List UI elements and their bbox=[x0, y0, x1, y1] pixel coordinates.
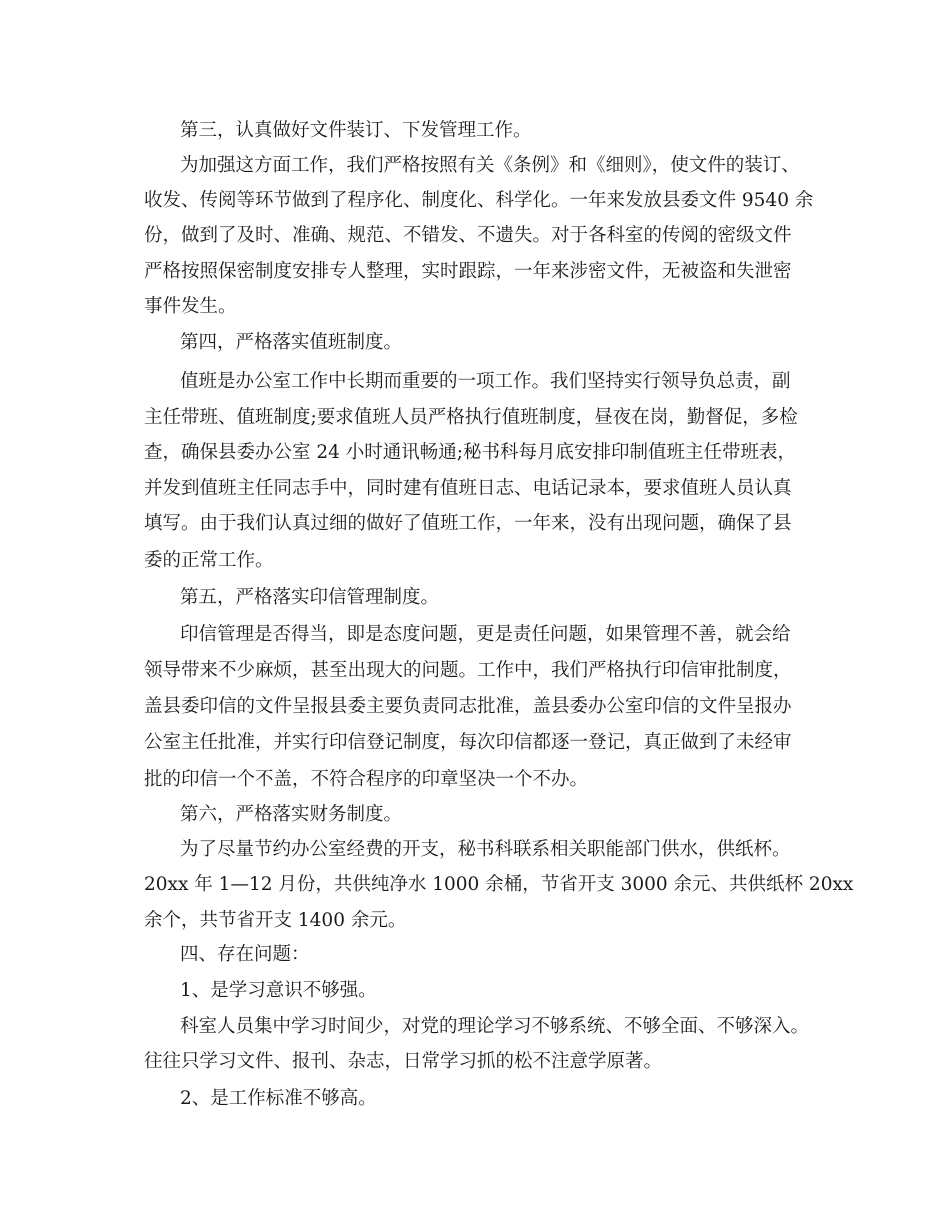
paragraph-line: 份，做到了及时、准确、规范、不错发、不遗失。对于各科室的传阅的密级文件 bbox=[144, 225, 792, 246]
paragraph-line: 填写。由于我们认真过细的做好了值班工作，一年来，没有出现问题，确保了县 bbox=[144, 513, 792, 534]
paragraph-line: 印信管理是否得当，即是态度问题，更是责任问题，如果管理不善，就会给 bbox=[180, 624, 791, 645]
paragraph-line: 主任带班、值班制度;要求值班人员严格执行值班制度，昼夜在岗，勤督促，多检 bbox=[144, 407, 798, 428]
paragraph-line: 委的正常工作。 bbox=[144, 550, 274, 571]
heading-fifth: 第五，严格落实印信管理制度。 bbox=[180, 587, 440, 608]
paragraph-line: 批的印信一个不盖，不符合程序的印章坚决一个不办。 bbox=[144, 769, 589, 790]
paragraph-line: 领导带来不少麻烦，甚至出现大的问题。工作中，我们严格执行印信审批制度， bbox=[144, 660, 792, 681]
paragraph-line: 值班是办公室工作中长期而重要的一项工作。我们坚持实行领导负总责，副 bbox=[180, 371, 791, 392]
paragraph-line: 严格按照保密制度安排专人整理，实时跟踪，一年来涉密文件，无被盗和失泄密 bbox=[144, 261, 792, 282]
paragraph-line: 公室主任批准，并实行印信登记制度，每次印信都逐一登记，真正做到了未经审 bbox=[144, 732, 792, 753]
paragraph-line: 科室人员集中学习时间少，对党的理论学习不够系统、不够全面、不够深入。 bbox=[180, 1016, 810, 1037]
paragraph-line: 往往只学习文件、报刊、杂志，日常学习抓的松不注意学原著。 bbox=[144, 1051, 663, 1072]
paragraph-line: 查，确保县委办公室 24 小时通讯畅通;秘书科每月底安排印制值班主任带班表， bbox=[144, 442, 797, 463]
paragraph-line: 事件发生。 bbox=[144, 296, 237, 317]
heading-sixth: 第六，严格落实财务制度。 bbox=[180, 804, 403, 825]
heading-third: 第三，认真做好文件装订、下发管理工作。 bbox=[180, 120, 532, 141]
paragraph-line: 收发、传阅等环节做到了程序化、制度化、科学化。一年来发放县委文件 9540 余 bbox=[144, 190, 814, 211]
heading-fourth: 第四，严格落实值班制度。 bbox=[180, 332, 403, 353]
section-heading-issues: 四、存在问题： bbox=[180, 944, 310, 965]
paragraph-line: 余个，共节省开支 1400 余元。 bbox=[144, 910, 407, 931]
paragraph-line: 并发到值班主任同志手中，同时建有值班日志、电话记录本，要求值班人员认真 bbox=[144, 478, 792, 499]
issue-heading-2: 2、是工作标准不够高。 bbox=[180, 1088, 377, 1109]
paragraph-line: 20xx 年 1—12 月份，共供纯净水 1000 余桶，节省开支 3000 余元、共供纸杯 20xx bbox=[144, 874, 854, 895]
issue-heading-1: 1、是学习意识不够强。 bbox=[180, 980, 377, 1001]
paragraph-line: 盖县委印信的文件呈报县委主要负责同志批准，盖县委办公室印信的文件呈报办 bbox=[144, 696, 792, 717]
paragraph-line: 为加强这方面工作，我们严格按照有关《条例》和《细则》，使文件的装订、 bbox=[180, 155, 800, 176]
paragraph-line: 为了尽量节约办公室经费的开支，秘书科联系相关职能部门供水，供纸杯。 bbox=[180, 839, 791, 860]
